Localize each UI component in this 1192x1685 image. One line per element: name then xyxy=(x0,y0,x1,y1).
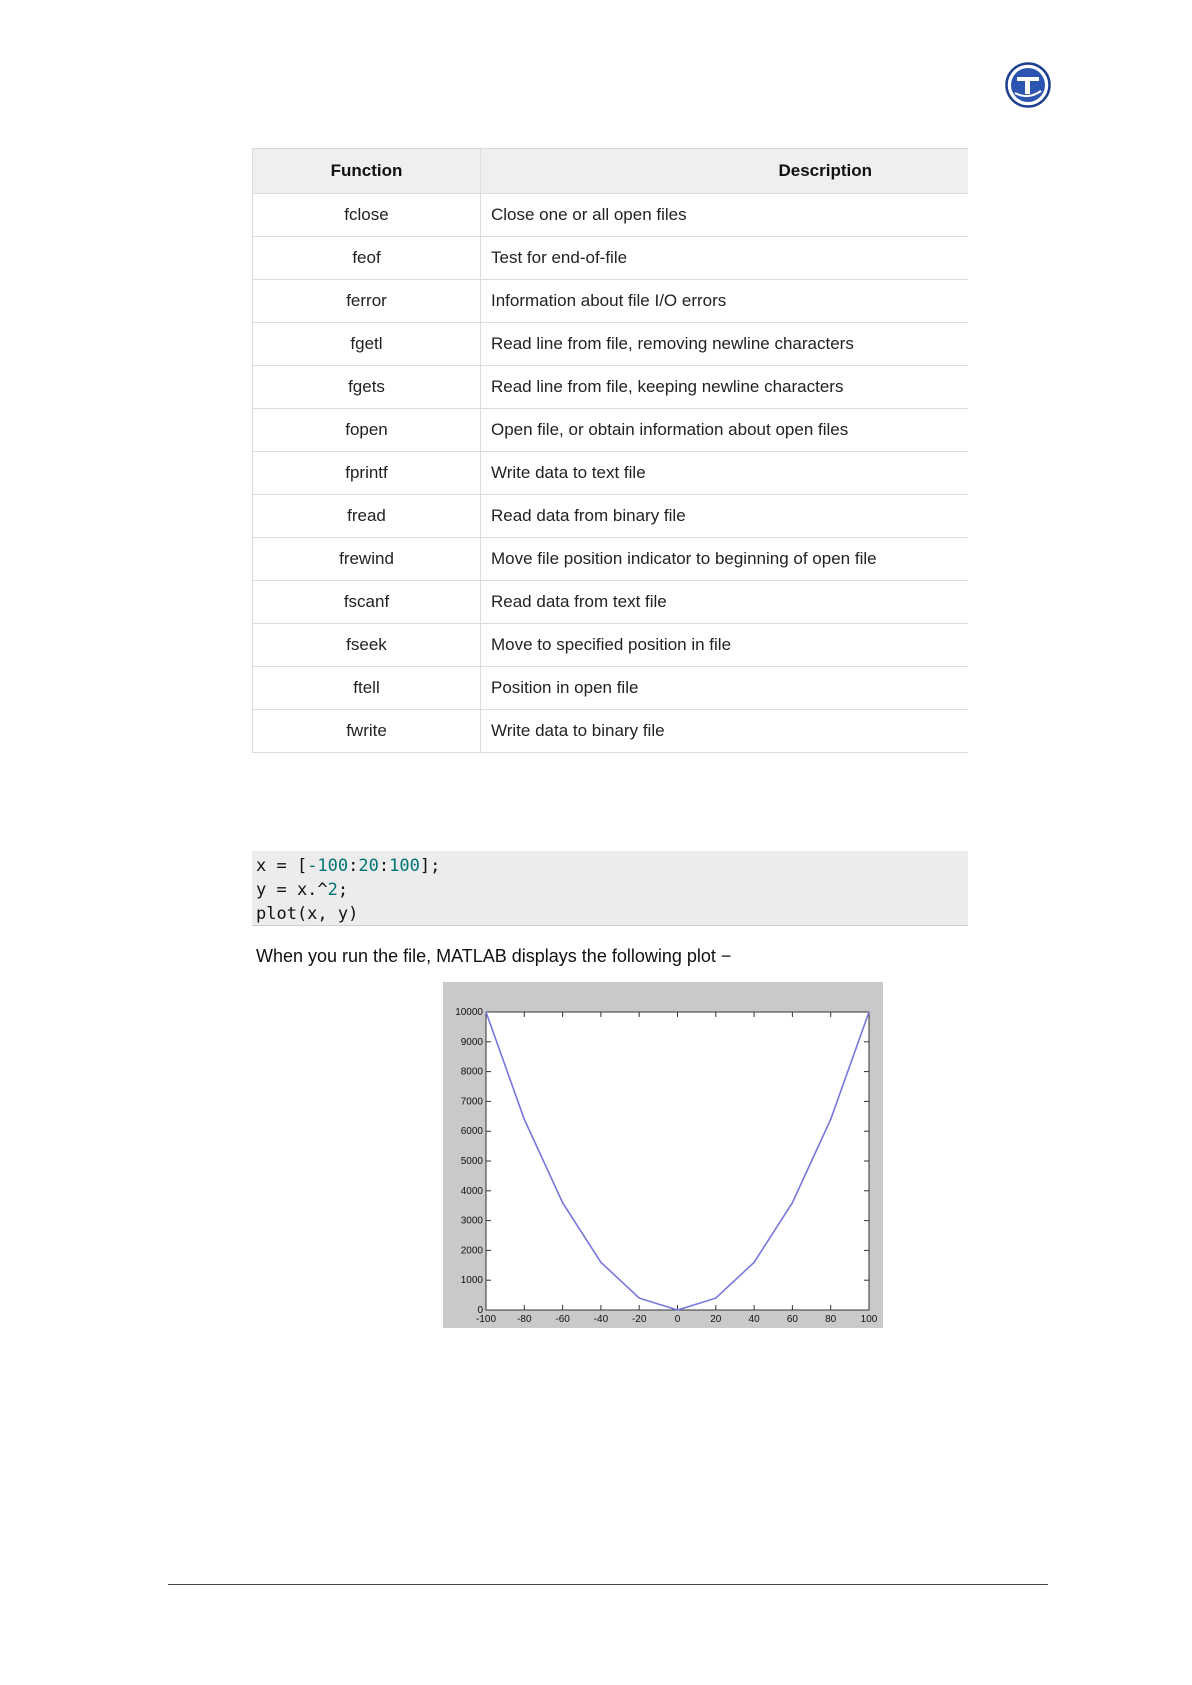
function-description-cell: Read line from file, removing newline characters xyxy=(481,323,969,366)
table-row xyxy=(253,194,969,237)
y-tick-label: 3000 xyxy=(460,1215,483,1227)
data-point xyxy=(485,1011,487,1013)
y-tick-label: 8000 xyxy=(460,1066,483,1078)
x-tick-label: 20 xyxy=(710,1314,722,1325)
function-name-cell: fopen xyxy=(253,409,481,452)
x-tick-label: 80 xyxy=(825,1314,837,1325)
code-text: ; xyxy=(337,880,349,900)
y-tick-label: 2000 xyxy=(460,1245,483,1257)
function-name-cell: ftell xyxy=(253,667,481,710)
table-row xyxy=(253,237,969,280)
function-name-cell: fseek xyxy=(253,624,481,667)
code-text: : xyxy=(348,856,359,876)
function-description-cell: Close one or all open files xyxy=(481,194,969,237)
data-point xyxy=(562,1202,564,1204)
y-tick-label: 0 xyxy=(477,1305,483,1316)
x-tick-label: 60 xyxy=(786,1314,798,1325)
institution-logo xyxy=(1005,62,1051,108)
y-tick-label: 9000 xyxy=(460,1036,483,1048)
code-line-3: plot(x, y) xyxy=(256,904,359,924)
table-row xyxy=(253,710,969,753)
x-tick-label: 100 xyxy=(860,1314,878,1325)
code-text: ]; xyxy=(419,856,441,876)
function-name-cell: frewind xyxy=(253,538,481,581)
code-number: 2 xyxy=(327,880,338,900)
y-tick-label: 7000 xyxy=(460,1096,483,1108)
data-point xyxy=(600,1262,602,1264)
y-tick-label: 1000 xyxy=(460,1275,483,1287)
function-description-cell: Test for end-of-file xyxy=(481,237,969,280)
function-name-cell: fprintf xyxy=(253,452,481,495)
plot-caption: When you run the file, MATLAB displays the following plot − xyxy=(256,946,732,966)
x-tick-label: -100 xyxy=(475,1314,497,1325)
function-description-cell: Read data from binary file xyxy=(481,495,969,538)
data-point xyxy=(830,1118,832,1120)
table-row xyxy=(253,538,969,581)
code-line-2 xyxy=(256,878,968,902)
data-point xyxy=(792,1202,794,1204)
function-description-cell: Move to specified position in file xyxy=(481,624,969,667)
x-tick-label: -20 xyxy=(631,1314,647,1325)
code-text: : xyxy=(378,856,390,876)
footer-rule xyxy=(168,1584,1048,1585)
code-number: 20 xyxy=(358,856,379,876)
matlab-code-block xyxy=(252,851,968,926)
function-name-cell: fread xyxy=(253,495,481,538)
code-text: x = [ xyxy=(256,856,308,876)
function-column-header: Function xyxy=(253,149,481,194)
code-text: y = x.^ xyxy=(256,880,328,900)
data-point xyxy=(868,1011,870,1013)
x-tick-label: -60 xyxy=(555,1314,570,1325)
line-chart xyxy=(443,982,883,1328)
function-description-cell: Write data to text file xyxy=(481,452,969,495)
function-description-cell: Read data from text file xyxy=(481,581,969,624)
function-name-cell: ferror xyxy=(253,280,481,323)
table-row xyxy=(253,667,969,710)
x-tick-label: 40 xyxy=(748,1314,760,1325)
function-name-cell: fgets xyxy=(253,366,481,409)
data-point xyxy=(715,1297,717,1299)
table-row xyxy=(253,624,969,667)
function-description-cell: Read line from file, keeping newline characters xyxy=(481,366,969,409)
function-description-cell: Write data to binary file xyxy=(481,710,969,753)
x-tick-label: 0 xyxy=(674,1314,681,1325)
function-description-cell: Open file, or obtain information about open files xyxy=(481,409,969,452)
x-tick-label: -80 xyxy=(517,1314,532,1325)
code-number: 100 xyxy=(389,856,420,876)
function-description-cell: Position in open file xyxy=(481,667,969,710)
data-point xyxy=(638,1297,640,1299)
table-row xyxy=(253,452,969,495)
data-point xyxy=(677,1309,679,1311)
table-row xyxy=(253,366,969,409)
code-number: -100 xyxy=(307,856,349,876)
y-tick-label: 10000 xyxy=(455,1007,483,1018)
x-tick-label: -40 xyxy=(593,1314,609,1325)
function-description-cell: Move file position indicator to beginning of open file xyxy=(481,538,969,581)
function-name-cell: fscanf xyxy=(253,581,481,624)
y-tick-label: 4000 xyxy=(460,1185,483,1197)
function-name-cell: fwrite xyxy=(253,710,481,753)
table-row xyxy=(253,581,969,624)
function-name-cell: fclose xyxy=(253,194,481,237)
data-point xyxy=(753,1262,755,1264)
y-tick-label: 5000 xyxy=(460,1156,483,1167)
data-point xyxy=(524,1118,526,1120)
table-row xyxy=(253,323,969,366)
code-line-1 xyxy=(256,854,968,878)
table-row xyxy=(253,280,969,323)
function-name-cell: feof xyxy=(253,237,481,280)
plot-figure xyxy=(443,982,883,1328)
y-tick-label: 6000 xyxy=(460,1126,483,1138)
table-row xyxy=(253,409,969,452)
function-description-cell: Information about file I/O errors xyxy=(481,280,969,323)
table-row xyxy=(253,495,969,538)
function-name-cell: fgetl xyxy=(253,323,481,366)
file-functions-table xyxy=(252,148,968,753)
table-header-row xyxy=(253,149,969,194)
description-column-header: Description xyxy=(481,149,969,194)
